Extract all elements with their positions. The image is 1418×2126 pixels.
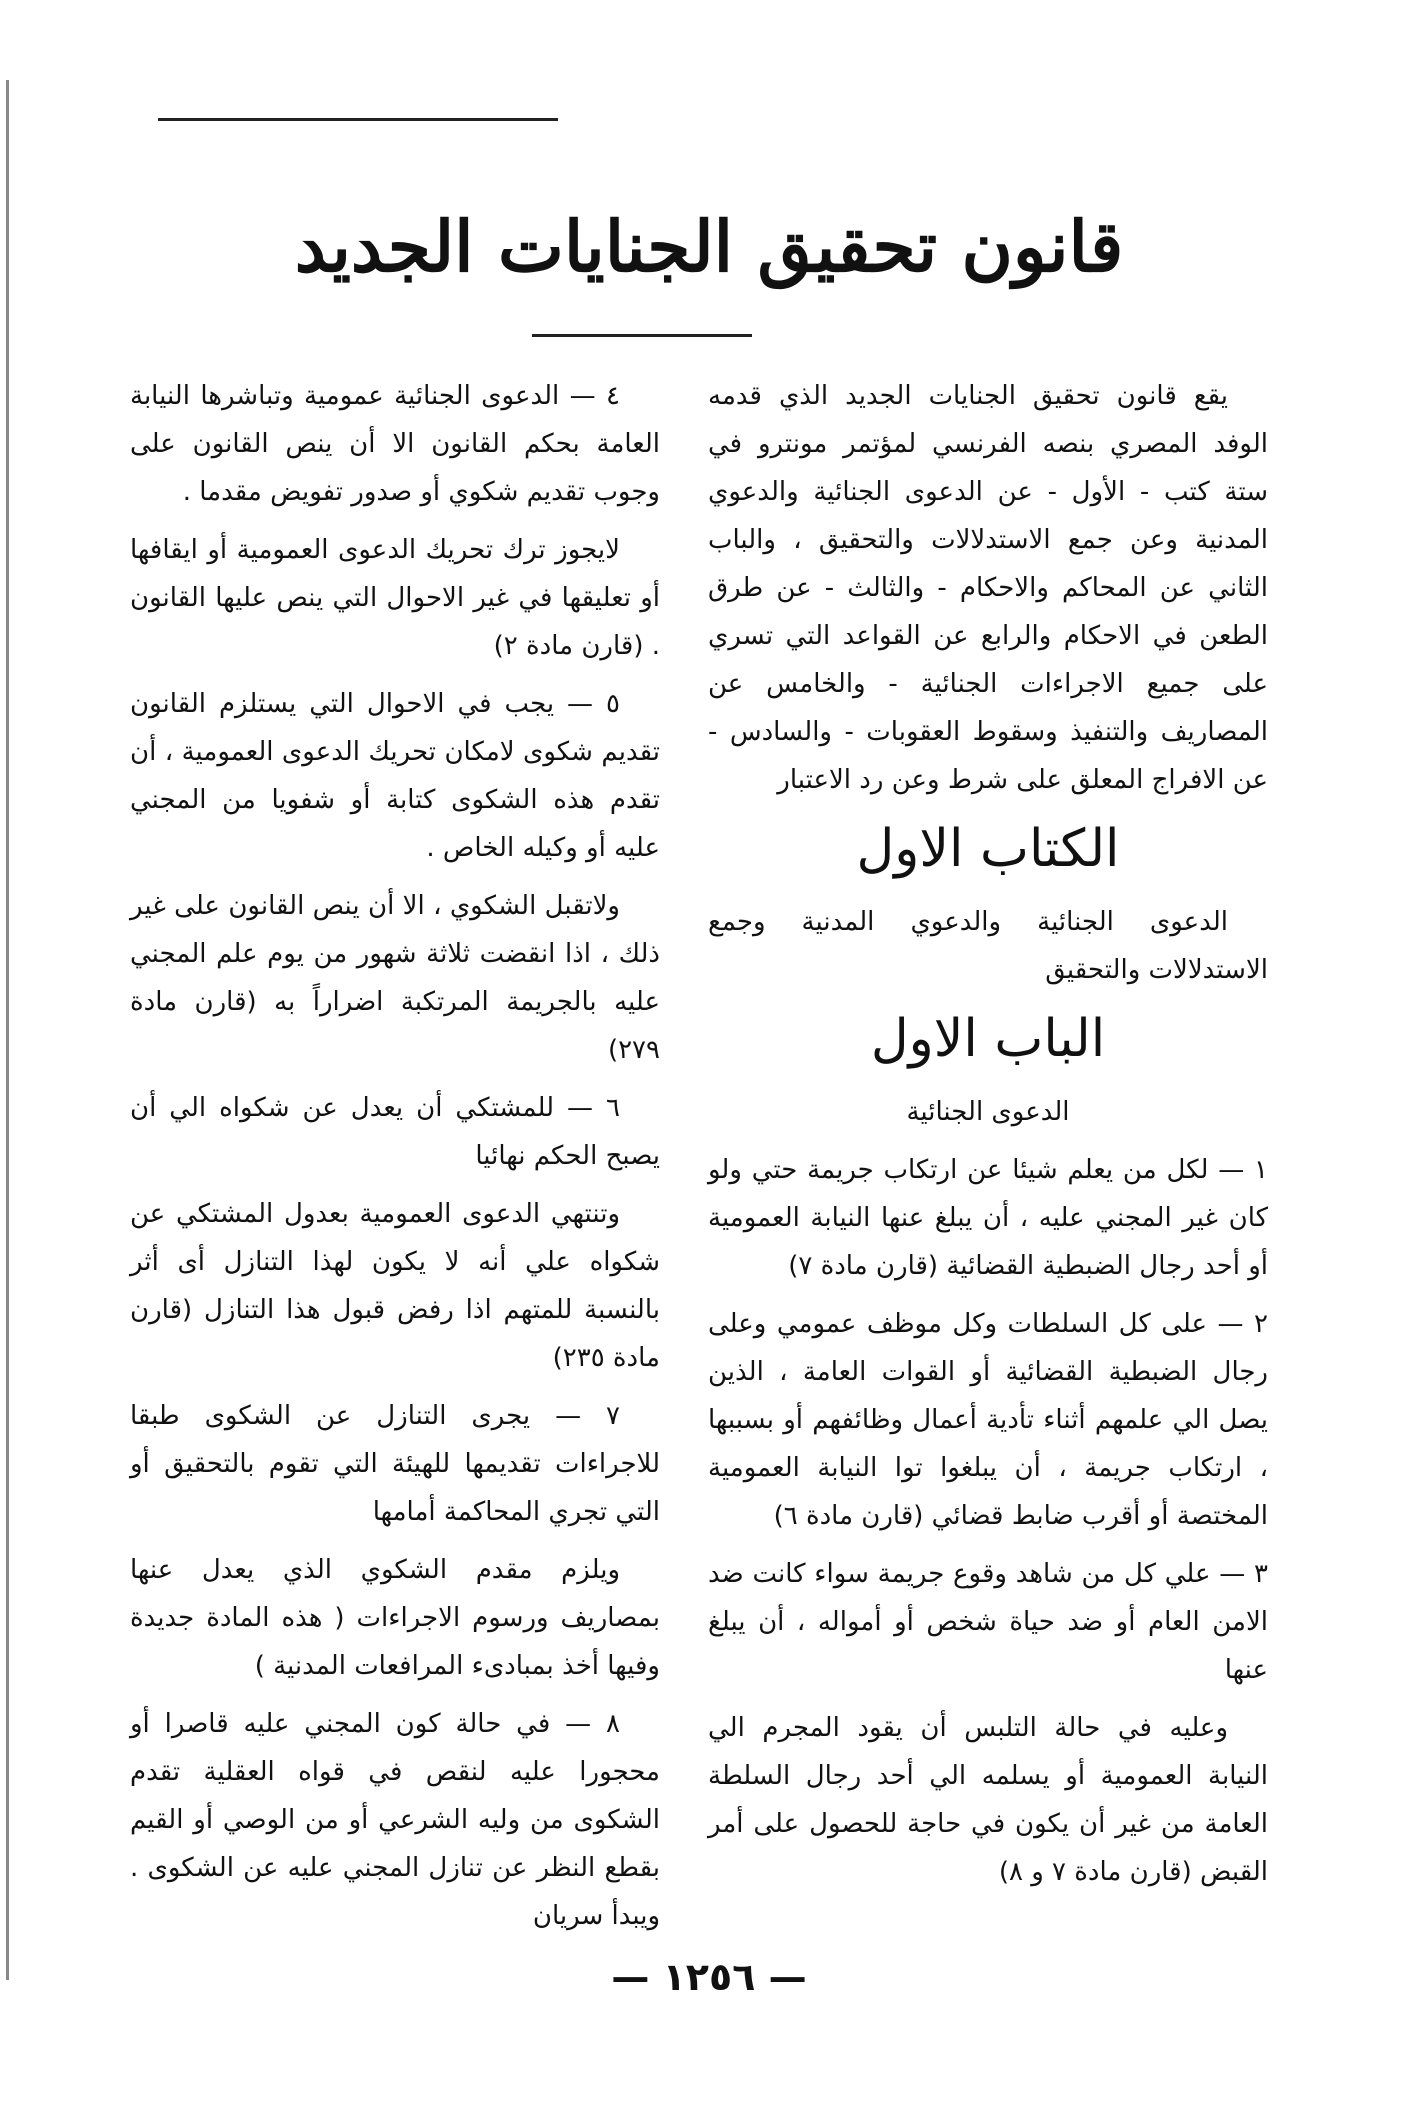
article-paragraph: ١ — لكل من يعلم شيئا عن ارتكاب جريمة حتي ولو كان غير المجني عليه ، أن يبلغ عنها النيابة العمومية أو أحد رجال الضبطية القضائية (قارن مادة ٧): [708, 1155, 1268, 1281]
article-paragraph: ٥ — يجب في الاحوال التي يستلزم القانون تقديم شكوى لامكان تحريك الدعوى العمومية ، أن تقدم هذه الشكوى كتابة أو شفويا من المجني عليه أو وكيله الخاص .: [130, 689, 660, 863]
top-rule: [158, 118, 558, 121]
scan-edge-line: [6, 80, 9, 1980]
book-heading: الكتاب الاول: [856, 819, 1120, 879]
article-paragraph: وعليه في حالة التلبس أن يقود المجرم الي النيابة العمومية أو يسلمه الي أحد رجال السلطة العامة من غير أن يكون في حاجة للحصول على أمر القبض (قارن مادة ٧ و ٨): [708, 1713, 1268, 1887]
article-paragraph: ويلزم مقدم الشكوي الذي يعدل عنها بمصاريف ورسوم الاجراءات ( هذه المادة جديدة وفيها أخذ بمبادىء المرافعات المدنية ): [130, 1555, 660, 1681]
article-paragraph: ٣ — علي كل من شاهد وقوع جريمة سواء كانت ضد الامن العام أو ضد حياة شخص أو أمواله ، أن يبلغ عنها: [708, 1559, 1268, 1685]
article-paragraph: وتنتهي الدعوى العمومية بعدول المشتكي عن شكواه علي أنه لا يكون لهذا التنازل أى أثر بالنسبة للمتهم اذا رفض قبول هذا التنازل (قارن مادة ٢٣٥): [130, 1199, 660, 1373]
page-title: قانون تحقيق الجنايات الجديد: [294, 205, 1124, 288]
page-number: — ١٢٥٦ —: [611, 1955, 807, 1999]
chapter-heading: الباب الاول: [870, 1009, 1106, 1069]
article-paragraph: ٢ — على كل السلطات وكل موظف عمومي وعلى رجال الضبطية القضائية أو القوات العامة ، الذين يصل الي علمهم أثناء تأدية أعمال وظائفهم أو بسببها ، ارتكاب جريمة ، أن يبلغوا توا النيابة العمومية المختصة أو أقرب ضابط قضائي (قارن مادة ٦): [708, 1309, 1268, 1531]
article-paragraph: ٧ — يجرى التنازل عن الشكوى طبقا للاجراءات تقديمها للهيئة التي تقوم بالتحقيق أو التي تجري المحاكمة أمامها: [130, 1401, 660, 1527]
article-paragraph: ٨ — في حالة كون المجني عليه قاصرا أو محجورا عليه لنقص في قواه العقلية تقدم الشكوى من وليه الشرعي أو من الوصي أو القيم بقطع النظر عن تنازل المجني عليه عن الشكوى . ويبدأ سريان: [130, 1709, 660, 1931]
right-column: [708, 372, 1268, 1906]
title-divider: [532, 334, 752, 337]
article-paragraph: لايجوز ترك تحريك الدعوى العمومية أو ايقافها أو تعليقها في غير الاحوال التي ينص عليها القانون . (قارن مادة ٢): [130, 535, 660, 661]
intro-paragraph: يقع قانون تحقيق الجنايات الجديد الذي قدمه الوفد المصري بنصه الفرنسي لمؤتمر مونترو في ستة كتب - الأول - عن الدعوى الجنائية والدعوي المدنية وعن جمع الاستدلالات والتحقيق ، والباب الثاني عن المحاكم والاحكام - والثالث - عن طرق الطعن في الاحكام والرابع عن القواعد التي تسري على جميع الاجراءات الجنائية - والخامس عن المصاريف والتنفيذ وسقوط العقوبات - والسادس - عن الافراج المعلق على شرط وعن رد الاعتبار: [708, 381, 1268, 795]
left-column: [130, 372, 660, 1950]
book-subtitle: الدعوى الجنائية والدعوي المدنية وجمع الاستدلالات والتحقيق: [708, 907, 1268, 985]
article-paragraph: ٤ — الدعوى الجنائية عمومية وتباشرها النيابة العامة بحكم القانون الا أن ينص القانون على وجوب تقديم شكوي أو صدور تفويض مقدما .: [130, 381, 660, 507]
article-paragraph: ٦ — للمشتكي أن يعدل عن شكواه الي أن يصبح الحكم نهائيا: [130, 1093, 660, 1171]
chapter-subtitle: الدعوى الجنائية: [906, 1097, 1070, 1127]
article-paragraph: ولاتقبل الشكوي ، الا أن ينص القانون على غير ذلك ، اذا انقضت ثلاثة شهور من يوم علم المجني عليه بالجريمة المرتكبة اضراراً به (قارن مادة ٢٧٩): [130, 891, 660, 1065]
